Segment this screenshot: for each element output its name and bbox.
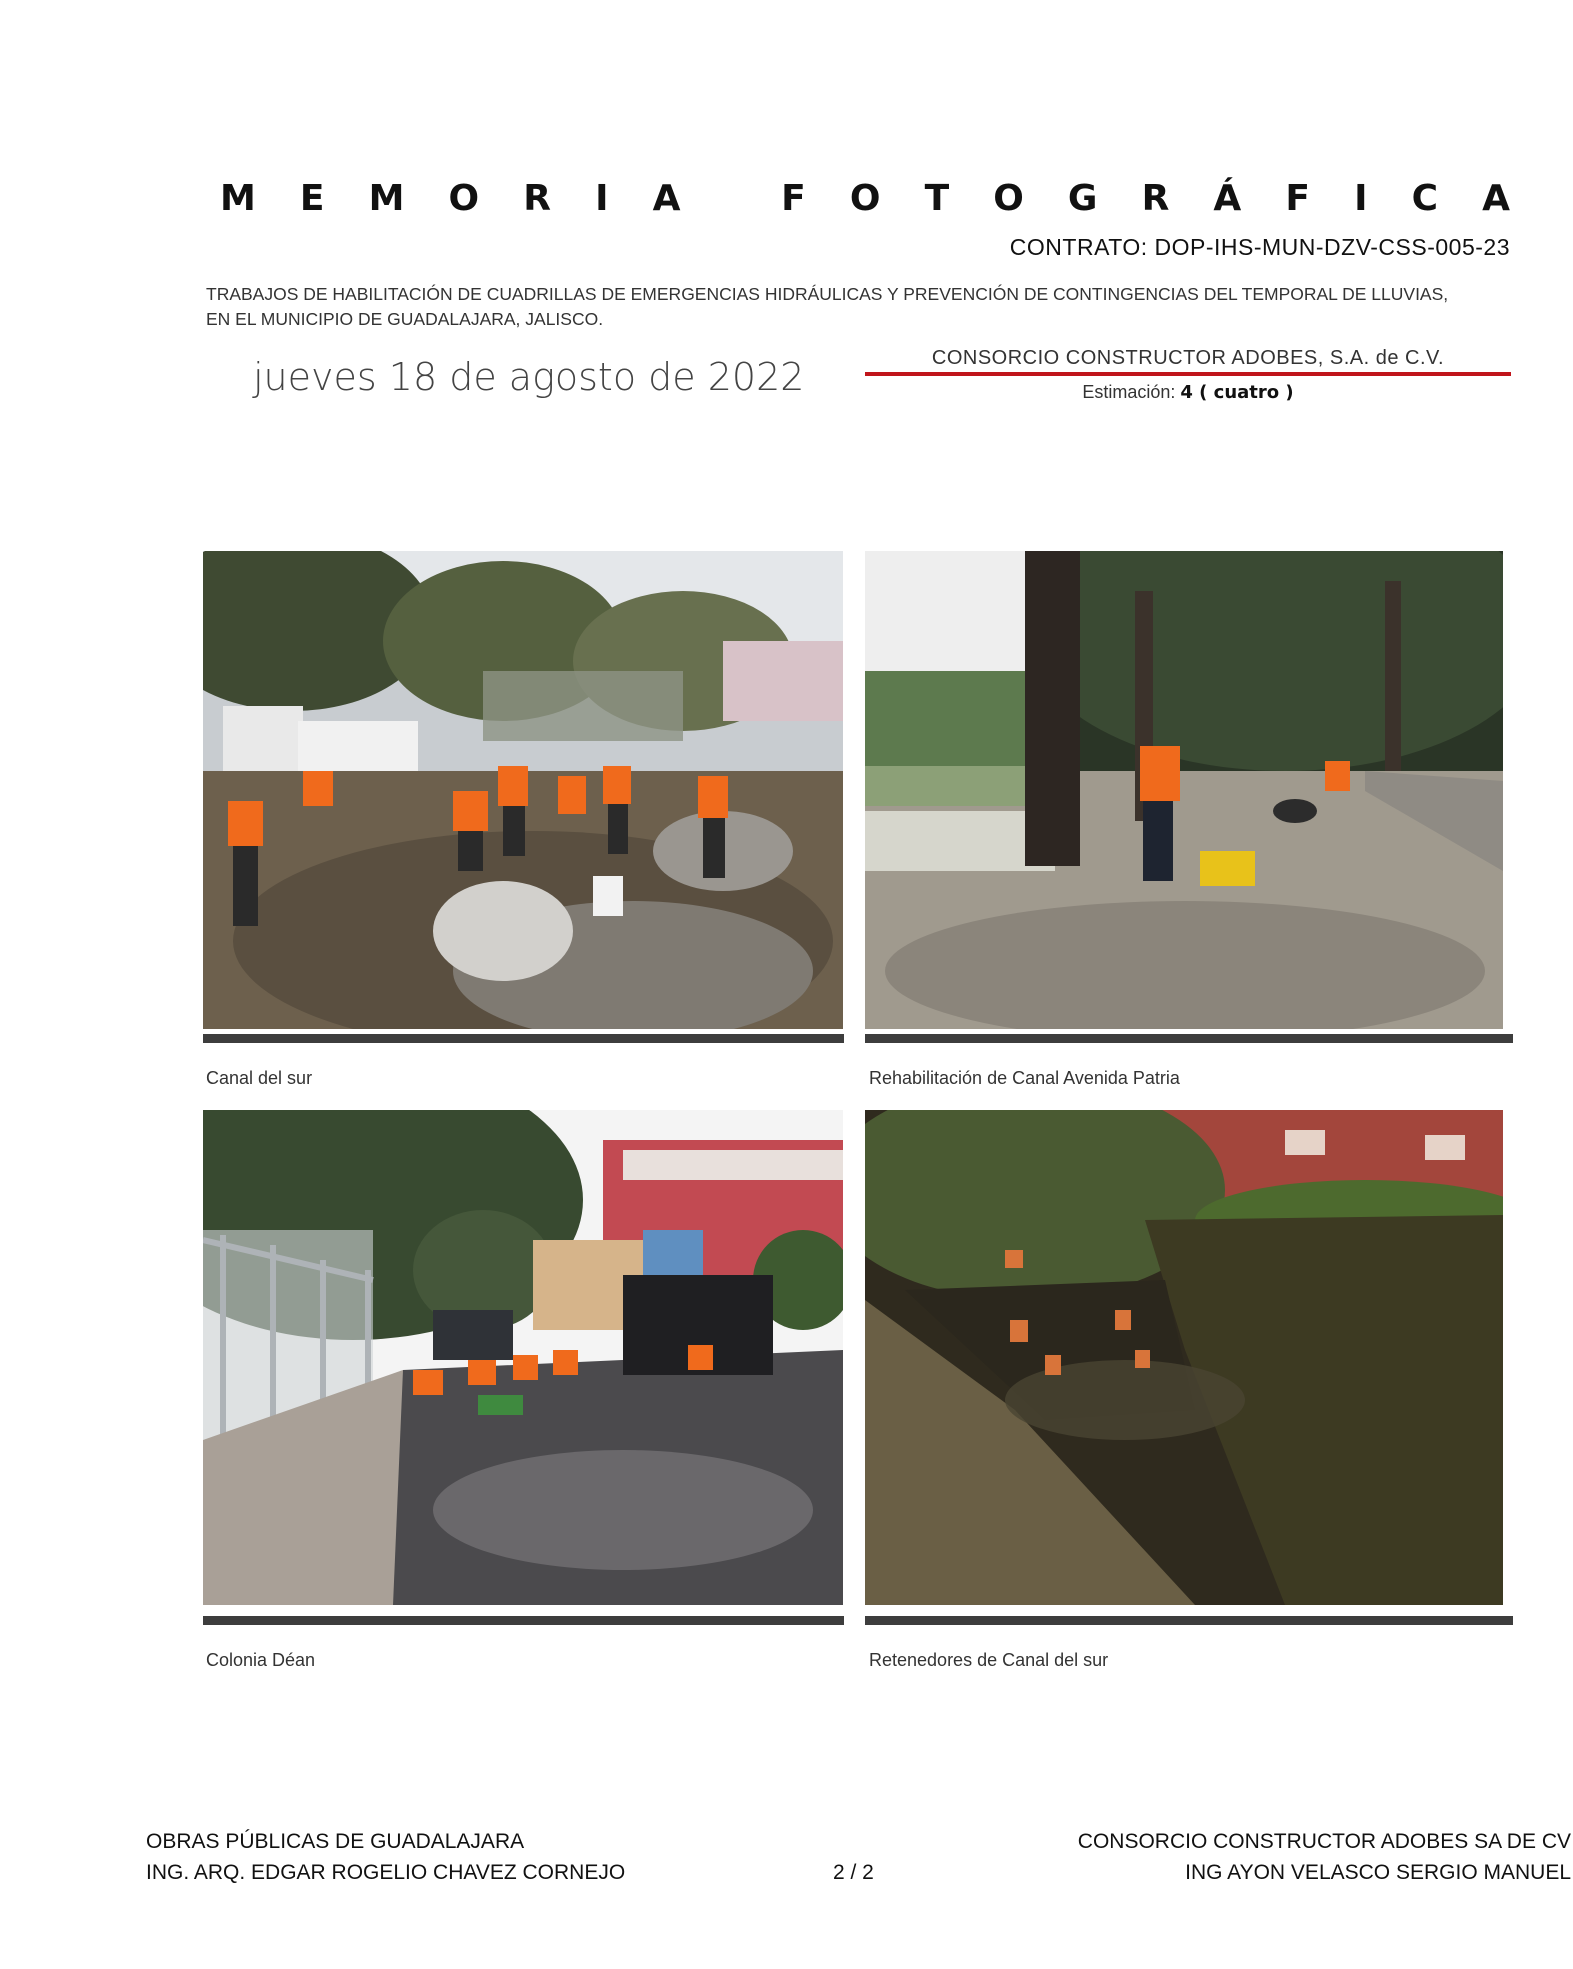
title-letter: I bbox=[595, 178, 609, 219]
footer-left-line-2: ING. ARQ. EDGAR ROGELIO CHAVEZ CORNEJO bbox=[146, 1861, 626, 1884]
photo-canal-del-sur bbox=[203, 551, 843, 1029]
photo-retenedores-canal-del-sur-image bbox=[865, 1110, 1503, 1605]
photo-caption-2: Rehabilitación de Canal Avenida Patria bbox=[869, 1068, 1180, 1088]
title-letter: R bbox=[1141, 178, 1170, 219]
photo-colonia-dean-image bbox=[203, 1110, 843, 1605]
photo-divider-1 bbox=[203, 1034, 844, 1043]
photo-divider-4 bbox=[865, 1616, 1513, 1625]
work-description bbox=[206, 282, 1511, 332]
title-letter: F bbox=[781, 178, 806, 219]
estimation bbox=[865, 382, 1511, 403]
photo-caption-1: Canal del sur bbox=[206, 1068, 313, 1088]
photo-caption-3: Colonia Déan bbox=[206, 1650, 316, 1670]
title-letter: T bbox=[924, 178, 950, 219]
photo-colonia-dean bbox=[203, 1110, 843, 1605]
title-letter: M bbox=[368, 178, 405, 219]
title-letter: O bbox=[448, 178, 480, 219]
description-line-1: TRABAJOS DE HABILITACIÓN DE CUADRILLAS DE EMERGENCIAS HIDRÁULICAS Y PREVENCIÓN DE CONTINGENCIAS DEL TEMPORAL DE LLUVIAS, bbox=[206, 284, 1449, 304]
description-line-2: EN EL MUNICIPIO DE GUADALAJARA, JALISCO. bbox=[206, 309, 604, 329]
footer-right-line-2: ING AYON VELASCO SERGIO MANUEL bbox=[1185, 1861, 1571, 1884]
title-letter: G bbox=[1067, 178, 1098, 219]
title-letter: O bbox=[849, 178, 881, 219]
title-letter: R bbox=[523, 178, 551, 219]
title-letter: F bbox=[1285, 178, 1310, 219]
footer-right-line-1: CONSORCIO CONSTRUCTOR ADOBES SA DE CV bbox=[1077, 1830, 1571, 1853]
title-letter: A bbox=[652, 178, 681, 219]
title-letter: Á bbox=[1213, 178, 1242, 219]
contract-number: CONTRATO: DOP-IHS-MUN-DZV-CSS-005-23 bbox=[1009, 234, 1510, 260]
photo-canal-avenida-patria bbox=[865, 551, 1503, 1029]
title-letter: O bbox=[993, 178, 1024, 219]
page-title bbox=[220, 178, 1510, 219]
page-number: 2 / 2 bbox=[833, 1861, 874, 1884]
company-divider bbox=[865, 372, 1511, 376]
estimation-label: Estimación: bbox=[1082, 382, 1176, 402]
footer-right bbox=[1078, 1826, 1571, 1888]
photo-canal-avenida-patria-image bbox=[865, 551, 1503, 1029]
title-letter: C bbox=[1411, 178, 1438, 219]
footer-left-line-1: OBRAS PÚBLICAS DE GUADALAJARA bbox=[146, 1830, 525, 1853]
photo-caption-4: Retenedores de Canal del sur bbox=[869, 1650, 1109, 1670]
photo-divider-3 bbox=[203, 1616, 844, 1625]
footer-left bbox=[146, 1826, 625, 1888]
photo-divider-2 bbox=[865, 1034, 1513, 1043]
estimation-value: 4 ( cuatro ) bbox=[1180, 382, 1294, 403]
title-letter: A bbox=[1482, 178, 1510, 219]
title-letter: I bbox=[1354, 178, 1368, 219]
title-letter: E bbox=[299, 178, 325, 219]
company-name: CONSORCIO CONSTRUCTOR ADOBES, S.A. de C.V. bbox=[931, 347, 1445, 369]
photo-canal-del-sur-image bbox=[203, 551, 843, 1029]
title-letter bbox=[725, 178, 738, 219]
photo-retenedores-canal-del-sur bbox=[865, 1110, 1503, 1605]
report-date: jueves 18 de agosto de 2022 bbox=[253, 355, 805, 399]
title-letter: M bbox=[220, 178, 256, 219]
